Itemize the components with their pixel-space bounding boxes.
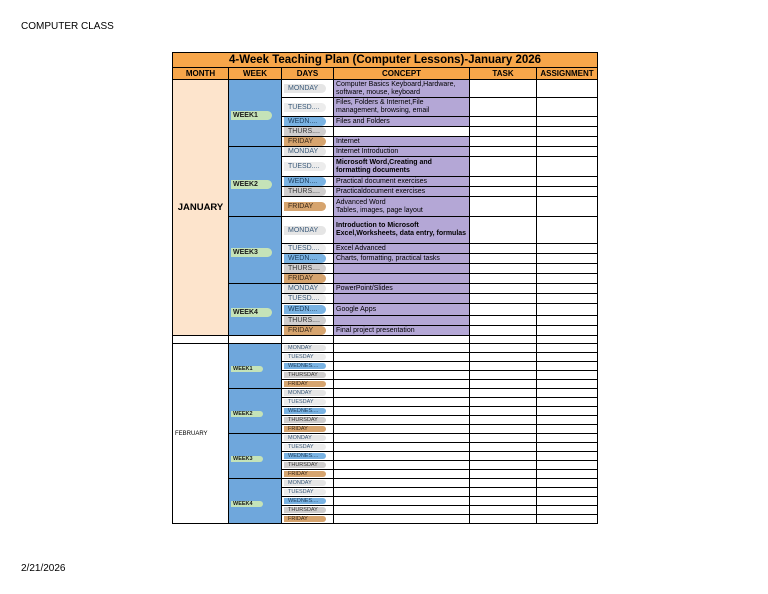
assignment-cell — [537, 443, 598, 452]
col-header-week: WEEK — [229, 68, 282, 80]
day-cell — [282, 461, 334, 470]
task-cell — [470, 177, 537, 187]
day-cell — [282, 137, 334, 147]
table-row — [173, 80, 598, 98]
day-label: MONDAY — [284, 435, 326, 442]
col-header-assignment: ASSIGNMENT — [537, 68, 598, 80]
concept-cell — [334, 389, 470, 398]
concept-cell — [334, 434, 470, 443]
assignment-cell — [537, 452, 598, 461]
day-cell — [282, 398, 334, 407]
task-cell — [470, 294, 537, 304]
day-label: MONDAY — [284, 226, 326, 235]
table-row — [173, 284, 598, 294]
concept-cell — [334, 362, 470, 371]
assignment-cell — [537, 380, 598, 389]
table-row — [173, 217, 598, 244]
week-label: WEEK3 — [231, 248, 272, 257]
day-cell — [282, 117, 334, 127]
day-cell — [282, 294, 334, 304]
task-cell — [470, 254, 537, 264]
concept-cell — [334, 506, 470, 515]
assignment-cell — [537, 515, 598, 524]
day-cell — [282, 254, 334, 264]
day-cell — [282, 497, 334, 506]
concept-cell — [334, 353, 470, 362]
task-cell — [470, 398, 537, 407]
concept-cell: Practical document exercises — [334, 177, 470, 187]
concept-cell — [334, 127, 470, 137]
concept-cell: Internet — [334, 137, 470, 147]
task-cell — [470, 479, 537, 488]
day-label: WEDNES.... — [284, 453, 326, 460]
day-label: FRIDAY — [284, 137, 326, 146]
assignment-cell — [537, 425, 598, 434]
task-cell — [470, 344, 537, 353]
concept-cell — [334, 264, 470, 274]
concept-cell — [334, 470, 470, 479]
concept-cell — [334, 497, 470, 506]
day-label: FRIDAY — [284, 426, 326, 433]
day-cell — [282, 515, 334, 524]
day-label: MONDAY — [284, 390, 326, 397]
task-cell — [470, 488, 537, 497]
week-cell — [229, 80, 282, 147]
task-cell — [470, 304, 537, 316]
assignment-cell — [537, 304, 598, 316]
day-cell — [282, 434, 334, 443]
month-cell-january: JANUARY — [173, 80, 229, 336]
col-header-concept: CONCEPT — [334, 68, 470, 80]
task-cell — [470, 407, 537, 416]
task-cell — [470, 326, 537, 336]
assignment-cell — [537, 217, 598, 244]
spacer-cell — [334, 336, 470, 344]
task-cell — [470, 443, 537, 452]
task-cell — [470, 506, 537, 515]
spacer-cell — [470, 336, 537, 344]
day-cell — [282, 479, 334, 488]
assignment-cell — [537, 434, 598, 443]
day-label: TUESDAY — [284, 354, 326, 361]
concept-cell — [334, 452, 470, 461]
page-footer-date: 2/21/2026 — [21, 563, 66, 574]
assignment-cell — [537, 294, 598, 304]
week-cell — [229, 147, 282, 217]
task-cell — [470, 515, 537, 524]
concept-cell: Practicaldocument exercises — [334, 187, 470, 197]
task-cell — [470, 98, 537, 117]
day-cell — [282, 284, 334, 294]
day-cell — [282, 157, 334, 177]
day-cell — [282, 264, 334, 274]
table-row — [173, 344, 598, 353]
concept-cell — [334, 294, 470, 304]
week-label: WEEK2 — [231, 411, 263, 417]
day-cell — [282, 316, 334, 326]
concept-cell: Excel Advanced — [334, 244, 470, 254]
concept-cell: Microsoft Word,Creating and formatting documents — [334, 157, 470, 177]
month-cell-february: FEBRUARY — [173, 344, 229, 524]
assignment-cell — [537, 127, 598, 137]
day-cell — [282, 217, 334, 244]
table-row — [173, 147, 598, 157]
day-label: TUESD.... — [284, 244, 326, 253]
task-cell — [470, 197, 537, 217]
spacer-cell — [282, 336, 334, 344]
day-cell — [282, 98, 334, 117]
task-cell — [470, 389, 537, 398]
week-cell — [229, 217, 282, 284]
col-header-task: TASK — [470, 68, 537, 80]
task-cell — [470, 147, 537, 157]
assignment-cell — [537, 187, 598, 197]
assignment-cell — [537, 177, 598, 187]
day-label: FRIDAY — [284, 471, 326, 478]
task-cell — [470, 137, 537, 147]
day-cell — [282, 452, 334, 461]
assignment-cell — [537, 398, 598, 407]
concept-cell: Computer Basics Keyboard,Hardware, software, mouse, keyboard — [334, 80, 470, 98]
assignment-cell — [537, 362, 598, 371]
concept-cell: Files and Folders — [334, 117, 470, 127]
day-label: TUESDAY — [284, 444, 326, 451]
concept-cell — [334, 443, 470, 452]
week-cell — [229, 434, 282, 479]
day-label: MONDAY — [284, 84, 326, 93]
task-cell — [470, 452, 537, 461]
concept-cell — [334, 371, 470, 380]
assignment-cell — [537, 197, 598, 217]
day-cell — [282, 443, 334, 452]
week-cell — [229, 479, 282, 524]
concept-cell — [334, 515, 470, 524]
day-label: WEDN.... — [284, 254, 326, 263]
week-label: WEEK1 — [231, 366, 263, 372]
concept-cell — [334, 416, 470, 425]
assignment-cell — [537, 506, 598, 515]
day-label: WEDNES.... — [284, 408, 326, 415]
concept-cell — [334, 407, 470, 416]
table-title: 4-Week Teaching Plan (Computer Lessons)-January 2026 — [173, 53, 598, 68]
task-cell — [470, 284, 537, 294]
day-label: TUESD.... — [284, 162, 326, 171]
day-label: THURS.... — [284, 264, 326, 273]
concept-cell: Introduction to Microsoft Excel,Worksheets, data entry, formulas — [334, 217, 470, 244]
assignment-cell — [537, 80, 598, 98]
day-label: WEDNES.... — [284, 498, 326, 505]
day-label: WEDNES.... — [284, 363, 326, 370]
day-label: WEDN.... — [284, 177, 326, 186]
task-cell — [470, 362, 537, 371]
task-cell — [470, 157, 537, 177]
week-label: WEEK1 — [231, 111, 272, 120]
concept-cell — [334, 488, 470, 497]
assignment-cell — [537, 326, 598, 336]
week-label: WEEK4 — [231, 308, 272, 317]
task-cell — [470, 80, 537, 98]
day-label: THURS.... — [284, 187, 326, 196]
assignment-cell — [537, 497, 598, 506]
concept-cell — [334, 461, 470, 470]
assignment-cell — [537, 98, 598, 117]
teaching-plan-sheet — [172, 52, 597, 524]
assignment-cell — [537, 244, 598, 254]
day-label: MONDAY — [284, 480, 326, 487]
day-cell — [282, 353, 334, 362]
day-label: MONDAY — [284, 147, 326, 156]
day-label: TUESD.... — [284, 294, 326, 303]
day-label: WEDN.... — [284, 117, 326, 126]
day-cell — [282, 425, 334, 434]
day-label: FRIDAY — [284, 274, 326, 283]
day-label: FRIDAY — [284, 202, 326, 211]
day-label: FRIDAY — [284, 516, 326, 523]
task-cell — [470, 434, 537, 443]
day-cell — [282, 380, 334, 389]
day-cell — [282, 304, 334, 316]
assignment-cell — [537, 157, 598, 177]
assignment-cell — [537, 389, 598, 398]
spacer-cell — [173, 336, 229, 344]
task-cell — [470, 470, 537, 479]
task-cell — [470, 380, 537, 389]
day-cell — [282, 127, 334, 137]
day-label: FRIDAY — [284, 326, 326, 335]
day-cell — [282, 80, 334, 98]
assignment-cell — [537, 274, 598, 284]
task-cell — [470, 353, 537, 362]
concept-cell — [334, 479, 470, 488]
day-label: THURS.... — [284, 127, 326, 136]
day-cell — [282, 187, 334, 197]
week-cell — [229, 389, 282, 434]
day-cell — [282, 177, 334, 187]
assignment-cell — [537, 284, 598, 294]
task-cell — [470, 371, 537, 380]
concept-cell: PowerPoint/Slides — [334, 284, 470, 294]
assignment-cell — [537, 371, 598, 380]
page-header: COMPUTER CLASS — [21, 21, 114, 32]
assignment-cell — [537, 264, 598, 274]
assignment-cell — [537, 407, 598, 416]
col-header-days: DAYS — [282, 68, 334, 80]
spacer-cell — [229, 336, 282, 344]
day-cell — [282, 371, 334, 380]
task-cell — [470, 187, 537, 197]
task-cell — [470, 117, 537, 127]
day-cell — [282, 344, 334, 353]
spacer-row — [173, 336, 598, 344]
table-row — [173, 389, 598, 398]
week-label: WEEK4 — [231, 501, 263, 507]
task-cell — [470, 274, 537, 284]
concept-cell: Internet Introduction — [334, 147, 470, 157]
table-row — [173, 479, 598, 488]
concept-cell — [334, 344, 470, 353]
day-cell — [282, 416, 334, 425]
day-cell — [282, 389, 334, 398]
assignment-cell — [537, 416, 598, 425]
week-cell — [229, 284, 282, 336]
concept-cell: Advanced Word Tables, images, page layout — [334, 197, 470, 217]
week-label: WEEK2 — [231, 180, 272, 189]
concept-cell: Files, Folders & Internet,File management, browsing, email — [334, 98, 470, 117]
assignment-cell — [537, 254, 598, 264]
concept-cell: Google Apps — [334, 304, 470, 316]
assignment-cell — [537, 470, 598, 479]
concept-cell — [334, 274, 470, 284]
day-cell — [282, 326, 334, 336]
day-label: WEDN.... — [284, 305, 326, 314]
day-label: FRIDAY — [284, 381, 326, 388]
teaching-plan-table — [172, 52, 598, 524]
concept-cell — [334, 380, 470, 389]
table-row — [173, 434, 598, 443]
day-cell — [282, 362, 334, 371]
assignment-cell — [537, 137, 598, 147]
task-cell — [470, 497, 537, 506]
day-label: THURSDAY — [284, 372, 326, 379]
day-cell — [282, 197, 334, 217]
assignment-cell — [537, 488, 598, 497]
concept-cell — [334, 398, 470, 407]
day-cell — [282, 470, 334, 479]
concept-cell — [334, 425, 470, 434]
assignment-cell — [537, 117, 598, 127]
assignment-cell — [537, 316, 598, 326]
task-cell — [470, 264, 537, 274]
day-cell — [282, 488, 334, 497]
task-cell — [470, 244, 537, 254]
day-label: MONDAY — [284, 284, 326, 293]
day-label: TUESDAY — [284, 399, 326, 406]
concept-cell — [334, 316, 470, 326]
day-cell — [282, 274, 334, 284]
day-label: THURSDAY — [284, 462, 326, 469]
day-cell — [282, 506, 334, 515]
week-label: WEEK3 — [231, 456, 263, 462]
day-cell — [282, 147, 334, 157]
day-label: TUESD.... — [284, 103, 326, 112]
assignment-cell — [537, 147, 598, 157]
task-cell — [470, 127, 537, 137]
day-cell — [282, 407, 334, 416]
day-label: MONDAY — [284, 345, 326, 352]
day-label: TUESDAY — [284, 489, 326, 496]
task-cell — [470, 316, 537, 326]
concept-cell: Final project presentation — [334, 326, 470, 336]
day-label: THURS.... — [284, 316, 326, 325]
task-cell — [470, 416, 537, 425]
day-cell — [282, 244, 334, 254]
spacer-cell — [537, 336, 598, 344]
assignment-cell — [537, 344, 598, 353]
task-cell — [470, 217, 537, 244]
task-cell — [470, 425, 537, 434]
assignment-cell — [537, 353, 598, 362]
day-label: THURSDAY — [284, 417, 326, 424]
assignment-cell — [537, 479, 598, 488]
concept-cell: Charts, formatting, practical tasks — [334, 254, 470, 264]
col-header-month: MONTH — [173, 68, 229, 80]
day-label: THURSDAY — [284, 507, 326, 514]
task-cell — [470, 461, 537, 470]
week-cell — [229, 344, 282, 389]
assignment-cell — [537, 461, 598, 470]
